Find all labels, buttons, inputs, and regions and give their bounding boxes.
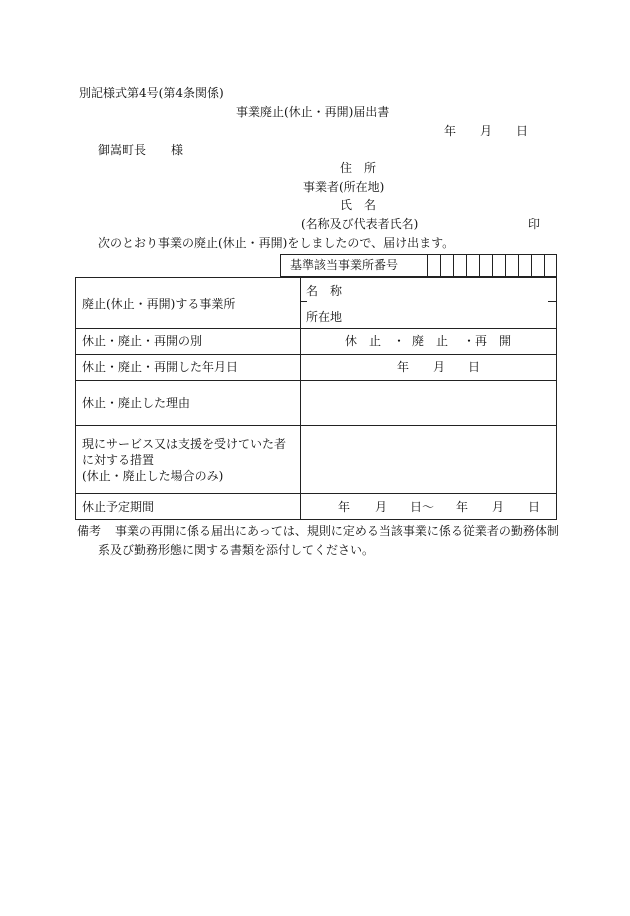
date-year-label: 年 [444, 124, 457, 138]
period-start-day: 日～ [410, 500, 435, 514]
office-number-box-divider [466, 254, 467, 277]
office-number-box-divider [453, 254, 454, 277]
office-number-box-divider [505, 254, 506, 277]
row-divider [75, 493, 557, 494]
row-divider [75, 354, 557, 355]
office-number-box-divider [440, 254, 441, 277]
measures-label-line1: 現にサービス又は支援を受けていた者 [82, 437, 287, 451]
note-label: 備考 [77, 524, 102, 538]
business-label: 事業者(所在地) [303, 180, 385, 194]
intro-text: 次のとおり事業の廃止(休止・再開)をしましたので、届け出ます。 [98, 236, 455, 250]
office-number-box-divider [479, 254, 480, 277]
measures-label-line2: に対する措置 [82, 453, 155, 467]
name-label: 氏 名 [340, 198, 377, 212]
period-start-month: 月 [375, 500, 388, 514]
tick-mark [548, 301, 556, 302]
representative-label: (名称及び代表者氏名) [301, 217, 419, 231]
document-title: 事業廃止(休止・再開)届出書 [236, 105, 390, 119]
tick-mark [301, 301, 307, 302]
column-divider [300, 277, 301, 520]
address-label: 住 所 [340, 161, 377, 175]
office-name-label: 名 称 [306, 284, 343, 298]
office-number-box-divider [531, 254, 532, 277]
reason-row-label: 休止・廃止した理由 [82, 396, 191, 410]
honorific: 様 [171, 143, 184, 157]
office-number-box-divider [427, 254, 428, 277]
seal-mark: 印 [528, 217, 541, 231]
date-row-label: 休止・廃止・再開した年月日 [82, 360, 239, 374]
note-line-2: 系及び勤務形態に関する書類を添付してください。 [98, 543, 375, 557]
form-reference: 別記様式第4号(第4条関係) [79, 86, 224, 100]
period-end-day: 日 [528, 500, 541, 514]
period-end-month: 月 [492, 500, 505, 514]
option-suspend: 休 止 [345, 334, 382, 348]
date-row-year: 年 [397, 360, 410, 374]
office-number-box-divider [518, 254, 519, 277]
addressee: 御嵩町長 [98, 143, 147, 157]
office-location-label: 所在地 [306, 310, 343, 324]
office-row-label: 廃止(休止・再開)する事業所 [82, 297, 236, 311]
office-number-box-divider [544, 254, 545, 277]
option-separator: ・ [393, 334, 406, 348]
date-month-label: 月 [480, 124, 493, 138]
date-row-month: 月 [433, 360, 446, 374]
period-end-year: 年 [456, 500, 469, 514]
measures-label-line3: (休止・廃止した場合のみ) [82, 469, 224, 483]
date-row-day: 日 [468, 360, 481, 374]
type-row-label: 休止・廃止・再開の別 [82, 334, 203, 348]
note-line-1: 事業の再開に係る届出にあっては、規則に定める当該事業に係る従業者の勤務体制 [115, 524, 559, 538]
office-number-label: 基準該当事業所番号 [290, 258, 399, 272]
row-divider [75, 380, 557, 381]
date-day-label: 日 [516, 124, 529, 138]
period-row-label: 休止予定期間 [82, 500, 155, 514]
period-start-year: 年 [338, 500, 351, 514]
office-number-box-divider [492, 254, 493, 277]
row-divider [75, 425, 557, 426]
option-resume: ・再 開 [463, 334, 512, 348]
option-abolish: 廃 止 [412, 334, 449, 348]
row-divider [75, 328, 557, 329]
